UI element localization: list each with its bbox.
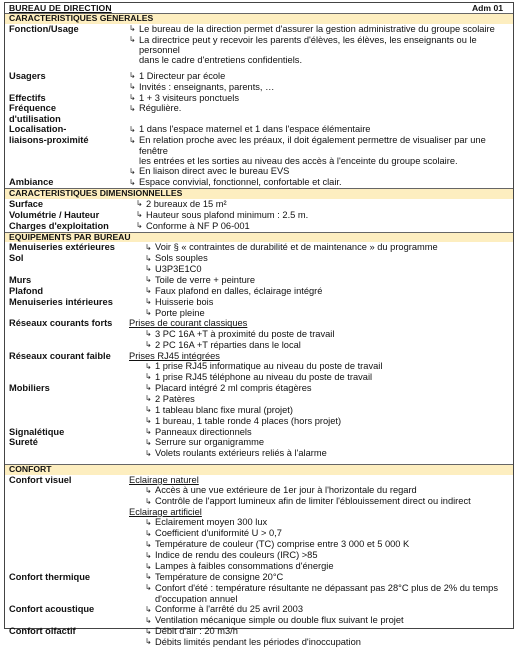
list-item-continuation: les entrées et les sorties au niveau des accès à l'enceinte du groupe scolaire.: [139, 155, 458, 166]
label-surface: Surface: [9, 198, 44, 209]
arrow-icon: ↳: [145, 604, 152, 614]
label-volumetrie: Volumétrie / Hauteur: [9, 209, 100, 220]
list-item: ↳ 1 tableau blanc fixe mural (projet): [145, 404, 293, 415]
label-menuiseries-int: Menuiseries intérieures: [9, 296, 113, 307]
section-dimension-heading: CARACTERISTIQUES DIMENSIONNELLES: [5, 188, 513, 199]
label-confort-thermique: Confort thermique: [9, 571, 91, 582]
arrow-icon: ↳: [129, 82, 136, 92]
list-item: ↳ 2 bureaux de 15 m²: [136, 198, 227, 209]
list-item: ↳ Conforme à NF P 06-001: [136, 220, 250, 231]
arrow-icon: ↳: [129, 177, 136, 187]
label-usagers: Usagers: [9, 70, 46, 81]
list-item: ↳ 2 PC 16A +T réparties dans le local: [145, 339, 301, 350]
list-item: ↳ 1 Directeur par école: [129, 70, 226, 81]
label-reseaux-forts: Réseaux courants forts: [9, 318, 113, 329]
list-item: ↳ Indice de rendu des couleurs (IRC) >85: [145, 550, 318, 561]
list-item: ↳ Panneaux directionnels: [145, 426, 252, 437]
row-plafond: [5, 286, 513, 297]
arrow-icon: ↳: [129, 124, 136, 134]
arrow-icon: ↳: [145, 297, 152, 307]
title-bar: [5, 3, 513, 13]
arrow-icon: ↳: [145, 637, 152, 647]
row-murs: [5, 275, 513, 286]
list-item: ↳ 3 PC 16A +T à proximité du poste de travail: [145, 328, 335, 339]
row-ambiance: [5, 177, 513, 188]
row-menuiseries-int: [5, 297, 513, 319]
label-frequence: Fréquence d'utilisation: [9, 103, 61, 124]
subheading: Eclairage naturel: [129, 474, 199, 485]
arrow-icon: ↳: [145, 416, 152, 426]
arrow-icon: ↳: [129, 103, 136, 113]
arrow-icon: ↳: [145, 394, 152, 404]
arrow-icon: ↳: [145, 572, 152, 582]
arrow-icon: ↳: [145, 242, 152, 252]
list-item: ↳ U3P3E1C0: [145, 263, 202, 274]
list-item: ↳ Ventilation mécanique simple ou double flux suivant le projet: [145, 615, 404, 626]
arrow-icon: ↳: [145, 361, 152, 371]
arrow-icon: ↳: [145, 550, 152, 560]
row-surface: [5, 199, 513, 210]
arrow-icon: ↳: [145, 405, 152, 415]
list-item: ↳ 1 dans l'espace maternel et 1 dans l'espace élémentaire: [129, 124, 371, 135]
list-item: ↳ Toile de verre + peinture: [145, 274, 256, 285]
list-item: ↳ La directrice peut y recevoir les parents d'élèves, les élèves, les enseignants ou le personnel: [129, 34, 477, 55]
list-item-continuation: dans le cadre d'entretiens confidentiels.: [139, 55, 303, 66]
document-reference: Adm 01: [471, 3, 503, 13]
list-item: ↳ Contrôle de l'apport lumineux afin de limiter l'éblouissement direct ou indirect: [145, 496, 471, 507]
arrow-icon: ↳: [145, 340, 152, 350]
list-item: ↳ Confort d'été : température résultante ne dépassant pas 28°C plus de 2% du temps: [145, 582, 498, 593]
list-item: ↳ Régulière.: [129, 103, 182, 114]
list-item: ↳ 1 + 3 visiteurs ponctuels: [129, 92, 239, 103]
arrow-icon: ↳: [145, 372, 152, 382]
arrow-icon: ↳: [145, 253, 152, 263]
list-item: ↳ 2 Patères: [145, 393, 195, 404]
row-effectifs: [5, 93, 513, 104]
row-signaletique: [5, 427, 513, 438]
arrow-icon: ↳: [129, 24, 136, 34]
label-ambiance: Ambiance: [9, 177, 54, 188]
arrow-icon: ↳: [145, 264, 152, 274]
list-item: ↳ Lampes à faibles consommations d'énergie: [145, 561, 334, 572]
arrow-icon: ↳: [145, 539, 152, 549]
row-charges: [5, 221, 513, 232]
arrow-icon: ↳: [145, 437, 152, 447]
arrow-icon: ↳: [145, 496, 152, 506]
label-menuiseries-ext: Menuiseries extérieures: [9, 242, 115, 253]
list-item: ↳ En liaison direct avec le bureau EVS: [129, 166, 290, 177]
list-item: ↳ Coefficient d'uniformité U > 0,7: [145, 528, 282, 539]
row-confort-acoustique: [5, 604, 513, 626]
arrow-icon: ↳: [145, 615, 152, 625]
section-equipements-heading: EQUIPEMENTS PAR BUREAU: [5, 232, 513, 243]
arrow-icon: ↳: [145, 329, 152, 339]
label-murs: Murs: [9, 274, 32, 285]
row-reseaux-faibles: [5, 351, 513, 383]
arrow-icon: ↳: [145, 528, 152, 538]
arrow-icon: ↳: [145, 286, 152, 296]
list-item: ↳ Invités : enseignants, parents, …: [129, 81, 275, 92]
list-item: ↳ Sols souples: [145, 253, 208, 263]
list-item: ↳ Conforme à l'arrêté du 25 avril 2003: [145, 604, 304, 615]
list-item: ↳ 1 prise RJ45 informatique au niveau du poste de travail: [145, 361, 383, 372]
list-item-continuation: d'occupation annuel: [155, 593, 238, 604]
label-charges: Charges d'exploitation: [9, 220, 109, 231]
row-surete: [5, 437, 513, 459]
subheading: Prises RJ45 intégrées: [129, 350, 220, 361]
row-usagers: [5, 71, 513, 93]
list-item: ↳ Faux plafond en dalles, éclairage intégré: [145, 285, 323, 296]
list-item: ↳ Espace convivial, fonctionnel, confortable et clair.: [129, 177, 342, 188]
label-reseaux-faibles: Réseaux courant faible: [9, 350, 111, 361]
arrow-icon: ↳: [145, 583, 152, 593]
label-effectifs: Effectifs: [9, 92, 46, 103]
section-confort-heading: CONFORT: [5, 464, 513, 475]
row-confort-visuel: [5, 475, 513, 572]
program-sheet: [4, 2, 514, 647]
row-confort-olfactif: [5, 626, 513, 648]
row-mobiliers: [5, 383, 513, 427]
list-item: ↳ Température de consigne 20°C: [145, 571, 284, 582]
arrow-icon: ↳: [145, 308, 152, 318]
arrow-icon: ↳: [145, 427, 152, 436]
arrow-icon: ↳: [136, 210, 143, 220]
arrow-icon: ↳: [129, 135, 136, 145]
subheading: Prises de courant classiques: [129, 318, 248, 329]
arrow-icon: ↳: [129, 71, 136, 81]
list-item: ↳ Température de couleur (TC) comprise entre 3 000 et 5 000 K: [145, 539, 410, 550]
document-title: BUREAU DE DIRECTION: [9, 3, 112, 13]
list-item: ↳ Hauteur sous plafond minimum : 2.5 m.: [136, 209, 309, 220]
label-localisation: Localisation- liaisons-proximité: [9, 124, 89, 145]
label-sol: Sol: [9, 253, 24, 263]
list-item: ↳ Débit d'air : 20 m3/h: [145, 626, 238, 636]
label-signaletique: Signalétique: [9, 426, 65, 437]
list-item: ↳ 1 prise RJ45 téléphone au niveau du poste de travail: [145, 371, 373, 382]
row-sol: [5, 253, 513, 275]
list-item: ↳ Le bureau de la direction permet d'assurer la gestion administrative du groupe scolaire: [129, 23, 495, 34]
list-item: ↳ Serrure sur organigramme: [145, 437, 265, 448]
list-item: ↳ Eclairement moyen 300 lux: [145, 517, 268, 528]
row-confort-thermique: [5, 572, 513, 604]
arrow-icon: ↳: [145, 485, 152, 495]
arrow-icon: ↳: [129, 35, 136, 44]
list-item: ↳ Accès à une vue extérieure de 1er jour à l'horizontale du regard: [145, 485, 417, 496]
label-confort-visuel: Confort visuel: [9, 474, 72, 485]
arrow-icon: ↳: [145, 626, 152, 636]
row-frequence: [5, 103, 513, 124]
list-item: ↳ Volets roulants extérieurs reliés à l'alarme: [145, 448, 327, 459]
list-item: ↳ En relation proche avec les préaux, il doit également permettre de visualiser par une fenêtre: [129, 135, 486, 156]
arrow-icon: ↳: [136, 221, 143, 231]
label-plafond: Plafond: [9, 285, 44, 296]
row-menuiseries-ext: [5, 242, 513, 253]
label-confort-acoustique: Confort acoustique: [9, 604, 95, 615]
list-item: ↳ Voir § « contraintes de durabilité et de maintenance » du programme: [145, 242, 438, 253]
arrow-icon: ↳: [129, 93, 136, 103]
row-localisation: [5, 124, 513, 177]
row-reseaux-forts: [5, 318, 513, 350]
arrow-icon: ↳: [129, 166, 136, 176]
arrow-icon: ↳: [145, 561, 152, 571]
arrow-icon: ↳: [145, 517, 152, 527]
arrow-icon: ↳: [145, 275, 152, 285]
subheading: Eclairage artificiel: [129, 507, 202, 518]
list-item: ↳ Placard intégré 2 ml compris étagères: [145, 382, 312, 393]
label-surete: Sureté: [9, 437, 38, 448]
section-general-heading: CARACTERISTIQUES GENERALES: [5, 13, 513, 24]
row-volumetrie: [5, 210, 513, 221]
arrow-icon: ↳: [136, 199, 143, 209]
row-fonction: [5, 24, 513, 66]
label-mobiliers: Mobiliers: [9, 382, 50, 393]
list-item: ↳ Débits limités pendant les périodes d'inoccupation: [145, 636, 361, 647]
label-fonction: Fonction/Usage: [9, 23, 79, 34]
list-item: ↳ Huisserie bois: [145, 296, 214, 307]
list-item: ↳ 1 bureau, 1 table ronde 4 places (hors projet): [145, 415, 342, 426]
arrow-icon: ↳: [145, 448, 152, 458]
arrow-icon: ↳: [145, 383, 152, 393]
list-item: ↳ Porte pleine: [145, 307, 205, 318]
label-confort-olfactif: Confort olfactif: [9, 626, 76, 636]
